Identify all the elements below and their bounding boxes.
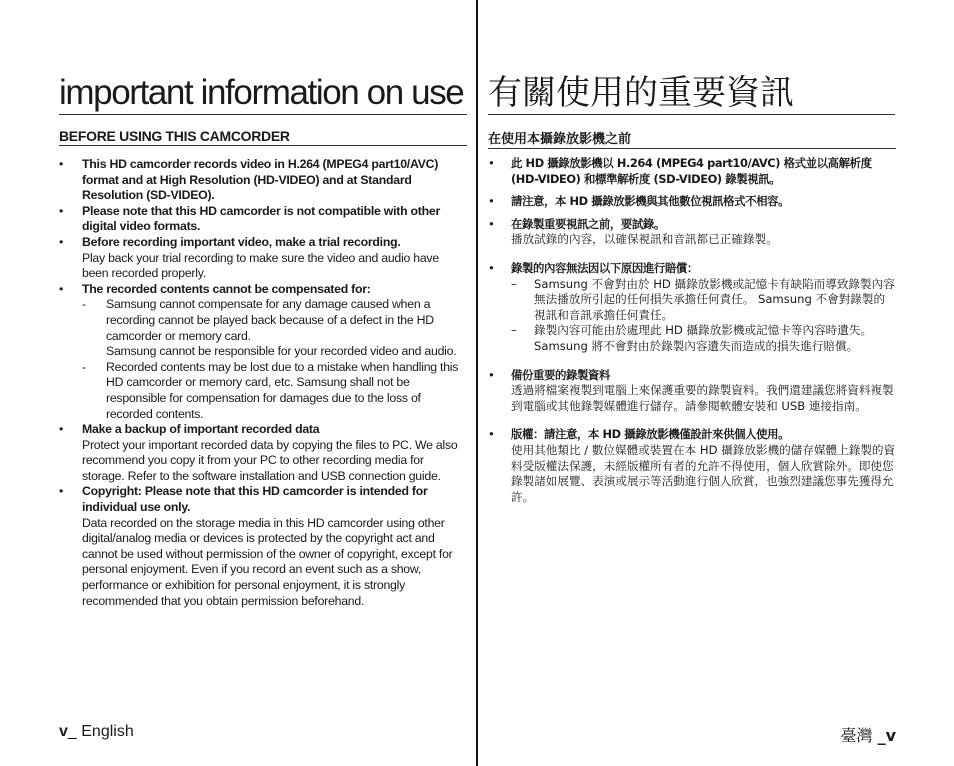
bullet-icon: • (59, 484, 64, 499)
item-heading: 備份重要的錄製資料 (511, 367, 610, 382)
sub-item (511, 277, 896, 324)
sub-item-text: 錄製內容可能由於處理此 HD 攝錄放影機或記憶卡等內容時遺失。Samsung 將不會對由於錄製內容遺失而造成的損失進行賠償。 (534, 323, 873, 353)
bullet-icon: • (59, 281, 64, 296)
item-body: Play back your trial recording to make sure the video and audio have been recorded properly. (82, 250, 439, 281)
page-number: v (59, 723, 68, 740)
dash-icon: – (511, 276, 517, 291)
dash-icon: – (511, 323, 517, 338)
dash-icon: - (82, 359, 86, 374)
bullet-icon: • (488, 260, 495, 275)
item-heading: 錄製的內容無法因以下原因進行賠償： (511, 260, 698, 275)
dash-icon: - (82, 297, 86, 312)
section-title-zh: 在使用本攝錄放影機之前 (488, 128, 896, 149)
item-heading: 版權：請注意，本 HD 攝錄放影機僅設計來供個人使用。 (511, 427, 790, 442)
info-list-zh (488, 156, 896, 505)
sub-item (82, 360, 467, 422)
footer-page-number-zh (840, 723, 896, 746)
sub-list (511, 277, 896, 355)
footer-language-zh: 臺灣 (840, 726, 873, 745)
footer-language: _ English (67, 723, 134, 740)
bullet-icon: • (488, 156, 495, 170)
list-item (488, 261, 896, 355)
list-item (488, 217, 896, 248)
bullet-icon: • (488, 216, 495, 231)
item-heading: 在錄製重要視訊之前，要試錄。 (511, 216, 665, 231)
page-number-zh: _v (877, 726, 896, 745)
item-heading: The recorded contents cannot be compensated for: (82, 281, 371, 296)
item-body: 透過將檔案複製到電腦上來保護重要的錄製資料。我們還建議您將資料複製到電腦或其他錄製媒體進行儲存。請參閱軟體安裝和 USB 連接指南。 (511, 383, 894, 413)
list-item (59, 235, 467, 282)
page-divider (476, 0, 478, 766)
sub-item (511, 323, 896, 354)
list-item (59, 204, 467, 235)
bullet-icon: • (488, 367, 495, 382)
list-item (488, 427, 896, 505)
bullet-icon: • (59, 234, 64, 249)
item-heading: Please note that this HD camcorder is not compatible with other digital video formats. (82, 203, 441, 234)
info-list (59, 157, 467, 609)
item-heading: Copyright: Please note that this HD camcorder is intended for individual use only. (82, 484, 428, 515)
item-heading: This HD camcorder records video in H.264 (MPEG4 part10/AVC) format and at High Resolution (HD-VIDEO) and at Standard Resolution (SD-VIDEO). (82, 157, 439, 203)
list-item (59, 422, 467, 484)
section-title: BEFORE USING THIS CAMCORDER (59, 128, 467, 146)
list-item (488, 194, 896, 210)
sub-item-text: Samsung 不會對由於 HD 攝錄放影機或記憶卡有缺陷而導致錄製內容無法播放所引起的任何損失承擔任何責任。 Samsung 不會對錄製的視訊和音訊承擔任何責任。 (534, 276, 895, 322)
list-item (59, 484, 467, 609)
sub-item-text: Samsung cannot be responsible for your recorded video and audio. (106, 344, 457, 359)
list-item (488, 368, 896, 415)
list-item (59, 282, 467, 422)
item-body: 使用其他類比 / 數位媒體或裝置在本 HD 攝錄放影機的儲存媒體上錄製的資料受版權法保護，未經版權所有者的允許不得使用，個人欣賞除外。即使您錄製諸如展覽、表演或展示等活動進行個人欣賞，也強烈建議您事先獲得允許。 (511, 442, 896, 504)
list-item (59, 157, 467, 204)
item-heading: Make a backup of important recorded data (82, 422, 320, 437)
footer-page-number (59, 723, 134, 741)
item-body: 播放試錄的內容，以確保視訊和音訊都已正確錄製。 (511, 232, 778, 247)
bullet-icon: • (59, 203, 64, 218)
sub-item (82, 297, 467, 359)
item-body: Protect your important recorded data by copying the files to PC. We also recommend you copy it from your PC to other recording media for storage. Refer to the software installation and USB connection guide. (82, 437, 458, 483)
sub-list (82, 297, 467, 422)
item-heading: 請注意，本 HD 攝錄放影機與其他數位視訊格式不相容。 (511, 194, 790, 209)
sub-item-text: Samsung cannot compensate for any damage caused when a recording cannot be played back because of a defect in the HD camcorder or memory card. (106, 297, 434, 343)
bullet-icon: • (59, 157, 64, 171)
bullet-icon: • (488, 194, 495, 209)
page-title-zh: 有關使用的重要資訊 (488, 72, 895, 115)
sub-item-text: Recorded contents may be lost due to a mistake when handling this HD camcorder or memory card, etc. Samsung shall not be responsible for compensation for damages due to the loss of recorded contents. (106, 359, 459, 421)
item-heading: Before recording important video, make a trial recording. (82, 234, 401, 249)
list-item (488, 156, 896, 187)
page-title: important information on use (59, 72, 467, 115)
bullet-icon: • (488, 427, 495, 442)
item-heading: 此 HD 攝錄放影機以 H.264 (MPEG4 part10/AVC) 格式並以高解析度 (HD-VIDEO) 和標準解析度 (SD-VIDEO) 錄製視訊。 (511, 156, 872, 186)
bullet-icon: • (59, 422, 64, 437)
item-body: Data recorded on the storage media in this HD camcorder using other digital/analog media or devices is protected by the copyright act and cannot be used without permission of the owner of copyright, except for personal enjoyment. Even if you record an event such as a show, performance or exhibition for personal enjoyment, it is strongly recommended that you obtain permission beforehand. (82, 515, 453, 608)
